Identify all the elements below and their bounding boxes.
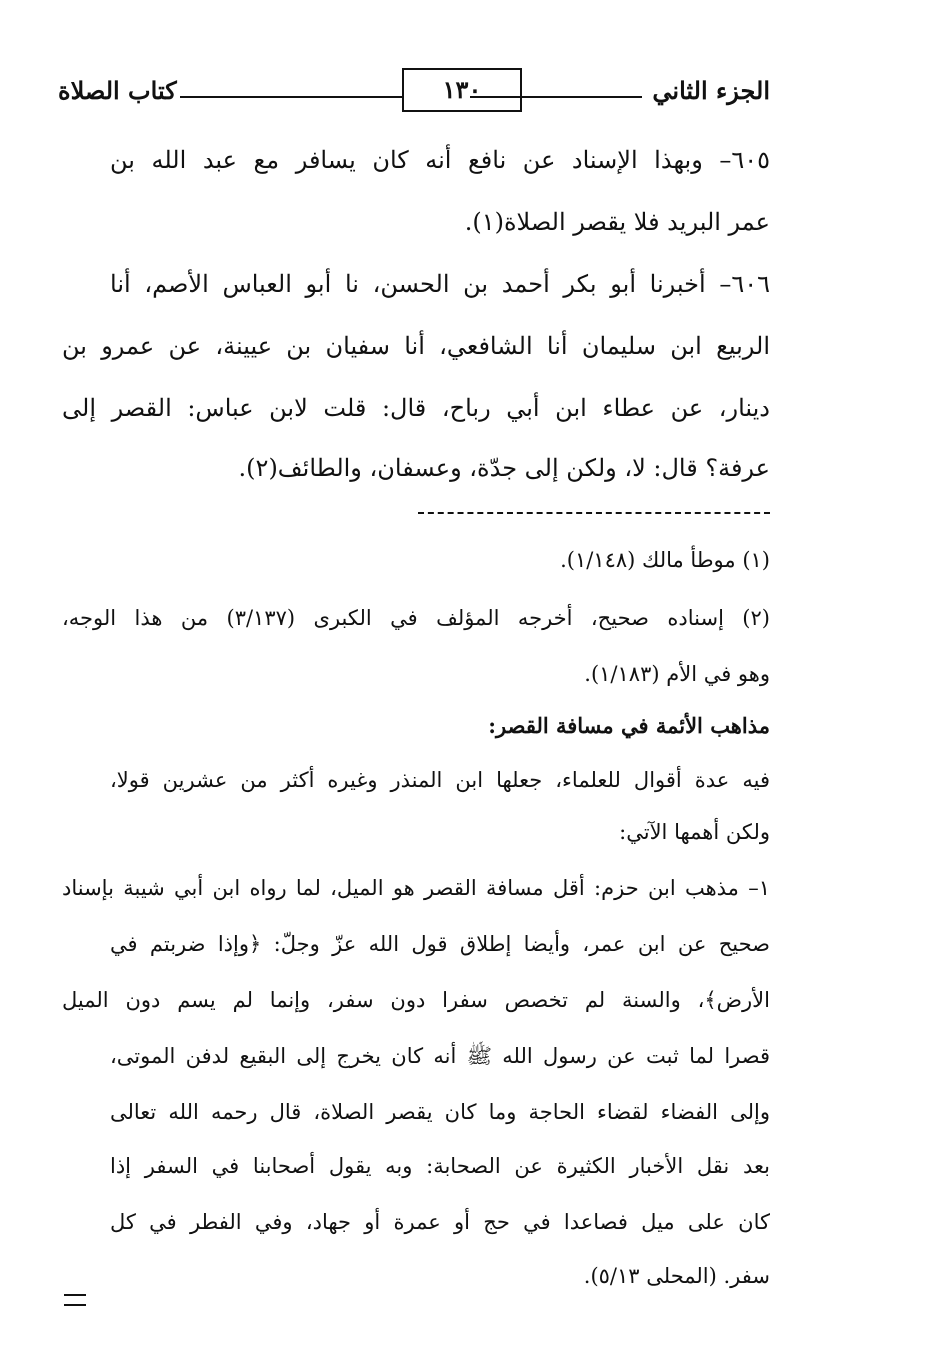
footnote-line: سفر. (المحلى ٥/١٣).	[583, 1264, 770, 1288]
footnote-line: قصرا لما ثبت عن رسول الله ﷺ أنه كان يخرج إلى البقيع لدفن الموتى،	[110, 1044, 770, 1068]
footnote-subheading: مذاهب الأئمة في مسافة القصر:	[488, 713, 770, 738]
footnote-line: كان على ميل فصاعدا في حج أو عمرة أو جهاد، وفي الفطر في كل	[110, 1210, 770, 1234]
footnote-line: الأرض﴾، والسنة لم تخصص سفرا دون سفر، وإنما لم يسم دون الميل	[62, 988, 770, 1012]
text-line: دينار، عن عطاء ابن أبي رباح، قال: قلت لابن عباس: القصر إلى	[62, 394, 770, 422]
continuation-mark	[64, 1294, 86, 1306]
book-title: كتاب الصلاة	[58, 76, 177, 105]
page-header	[58, 68, 770, 118]
text-line: ٦٠٥– وبهذا الإسناد عن نافع أنه كان يسافر مع عبد الله بن	[110, 146, 770, 174]
footnote-separator	[418, 512, 770, 514]
text-line: عرفة؟ قال: لا، ولكن إلى جدّة، وعسفان، والطائف(٢).	[238, 454, 770, 482]
footnote-line: وإلى الفضاء لقضاء الحاجة وما كان يقصر الصلاة، قال رحمه الله تعالى	[110, 1100, 771, 1124]
footnote-line: صحيح عن ابن عمر، وأيضا إطلاق قول الله عزّ وجلّ: ﴿وإذا ضربتم في	[110, 932, 770, 956]
text-line: عمر البريد فلا يقصر الصلاة(١).	[464, 208, 770, 236]
text-line: الربيع ابن سليمان أنا الشافعي، أنا سفيان بن عيينة، عن عمرو بن	[62, 332, 770, 360]
footnote-line: (٢) إسناده صحيح، أخرجه المؤلف في الكبرى (٣/١٣٧) من هذا الوجه،	[62, 606, 770, 630]
footnote-line: ولكن أهمها الآتي:	[619, 820, 770, 844]
volume-title: الجزء الثاني	[652, 76, 770, 105]
text-line: ٦٠٦– أخبرنا أبو بكر أحمد بن الحسن، نا أبو العباس الأصم، أنا	[110, 270, 770, 298]
footnote-line: بعد نقل الأخبار الكثيرة عن الصحابة: وبه يقول أصحابنا في السفر إذا	[110, 1154, 770, 1178]
page-number-box	[402, 68, 522, 112]
footnote-line: ١– مذهب ابن حزم: أقل مسافة القصر هو الميل، لما رواه ابن أبي شيبة بإسناد	[62, 876, 770, 900]
footnote-line: (١) موطأ مالك (١/١٤٨).	[560, 548, 770, 572]
footnote-line: وهو في الأم (١/١٨٣).	[584, 662, 770, 686]
header-rule-left	[180, 96, 402, 98]
page-number: ١٣٠	[442, 75, 482, 104]
footnote-line: فيه عدة أقوال للعلماء، جعلها ابن المنذر وغيره أكثر من عشرين قولا،	[110, 768, 770, 792]
